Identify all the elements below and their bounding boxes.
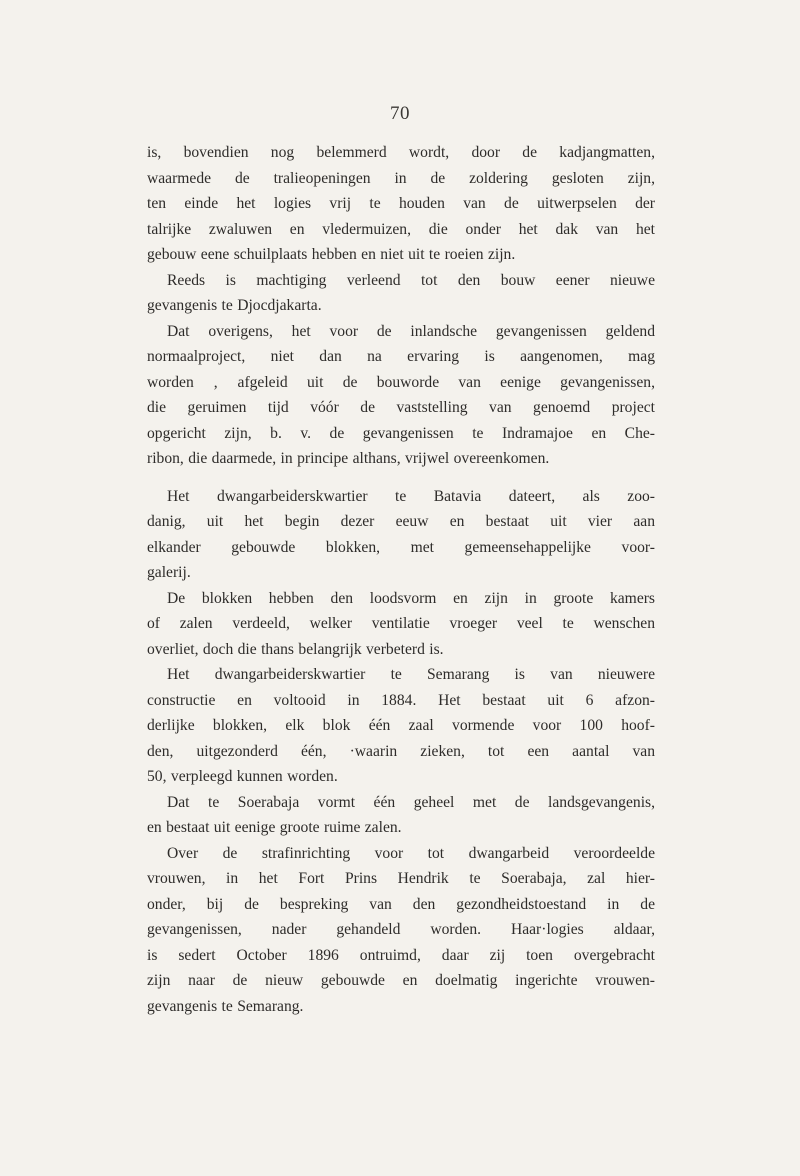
text-line: Over de strafinrichting voor tot dwangarbeid veroordeelde: [167, 844, 655, 862]
paragraph: [147, 319, 655, 472]
text-line: De blokken hebben den loodsvorm en zijn in groote kamers: [167, 589, 655, 607]
text-line: is sedert October 1896 ontruimd, daar zij toen overgebracht: [147, 946, 655, 964]
text-line: is, bovendien nog belemmerd wordt, door de kadjangmatten,: [147, 144, 655, 161]
text-line: talrijke zwaluwen en vledermuizen, die onder het dak van het: [147, 220, 655, 238]
paragraph: [147, 790, 655, 841]
text-line: zijn naar de nieuw gebouwde en doelmatig ingerichte vrouwen-: [147, 972, 655, 989]
text-line: die geruimen tijd vóór de vaststelling van genoemd project: [147, 399, 655, 416]
text-line: gevangenis te Djocdjakarta.: [147, 297, 322, 314]
text-line: Reeds is machtiging verleend tot den bouw eener nieuwe: [167, 271, 655, 289]
text-line: ten einde het logies vrij te houden van de uitwerpselen der: [147, 195, 655, 212]
text-line: normaalproject, niet dan na ervaring is aangenomen, mag: [147, 348, 655, 365]
paragraph: [147, 140, 655, 268]
text-line: overliet, doch die thans belangrijk verbeterd is.: [147, 640, 444, 658]
text-line: Het dwangarbeiderskwartier te Batavia dateert, als zoo-: [167, 487, 655, 505]
text-line: gebouw eene schuilplaats hebben en niet uit te roeien zijn.: [147, 246, 516, 263]
text-line: elkander gebouwde blokken, met gemeensehappelijke voor-: [147, 538, 655, 556]
text-line: of zalen verdeeld, welker ventilatie vroeger veel te wenschen: [147, 615, 655, 632]
text-line: Dat overigens, het voor de inlandsche gevangenissen geldend: [167, 322, 655, 340]
text-line: derlijke blokken, elk blok één zaal vormende voor 100 hoof-: [147, 717, 655, 734]
text-line: onder, bij de bespreking van den gezondheidstoestand in de: [147, 895, 655, 913]
page-number: 70: [390, 103, 410, 124]
paragraph: [147, 484, 655, 586]
text-line: gevangenis te Semarang.: [147, 997, 304, 1015]
text-line: galerij.: [147, 564, 191, 581]
text-line: opgericht zijn, b. v. de gevangenissen te Indramajoe en Che-: [147, 424, 655, 442]
body-text: [147, 140, 655, 1019]
text-line: worden ‚ afgeleid uit de bouworde van eenige gevangenissen,: [147, 373, 655, 391]
text-line: waarmede de tralieopeningen in de zoldering gesloten zijn,: [147, 169, 655, 187]
text-line: ribon, die daarmede, in principe althans, vrijwel overeenkomen.: [147, 450, 550, 467]
text-line: den, uitgezonderd één, ·waarin zieken, tot een aantal van: [147, 742, 655, 760]
text-line: Dat te Soerabaja vormt één geheel met de landsgevangenis,: [167, 793, 655, 811]
text-line: vrouwen, in het Fort Prins Hendrik te Soerabaja, zal hier-: [147, 870, 655, 887]
paragraph: [147, 586, 655, 663]
text-line: en bestaat uit eenige groote ruime zalen.: [147, 819, 402, 836]
text-line: gevangenissen, nader gehandeld worden. Haar·logies aldaar,: [147, 921, 655, 938]
text-line: Het dwangarbeiderskwartier te Semarang is van nieuwere: [167, 666, 655, 683]
paragraph: [147, 841, 655, 1020]
paragraph: [147, 662, 655, 790]
paragraph: [147, 268, 655, 319]
text-line: 50, verpleegd kunnen worden.: [147, 768, 338, 785]
text-line: danig, uit het begin dezer eeuw en bestaat uit vier aan: [147, 513, 655, 530]
text-line: constructie en voltooid in 1884. Het bestaat uit 6 afzon-: [147, 691, 655, 709]
